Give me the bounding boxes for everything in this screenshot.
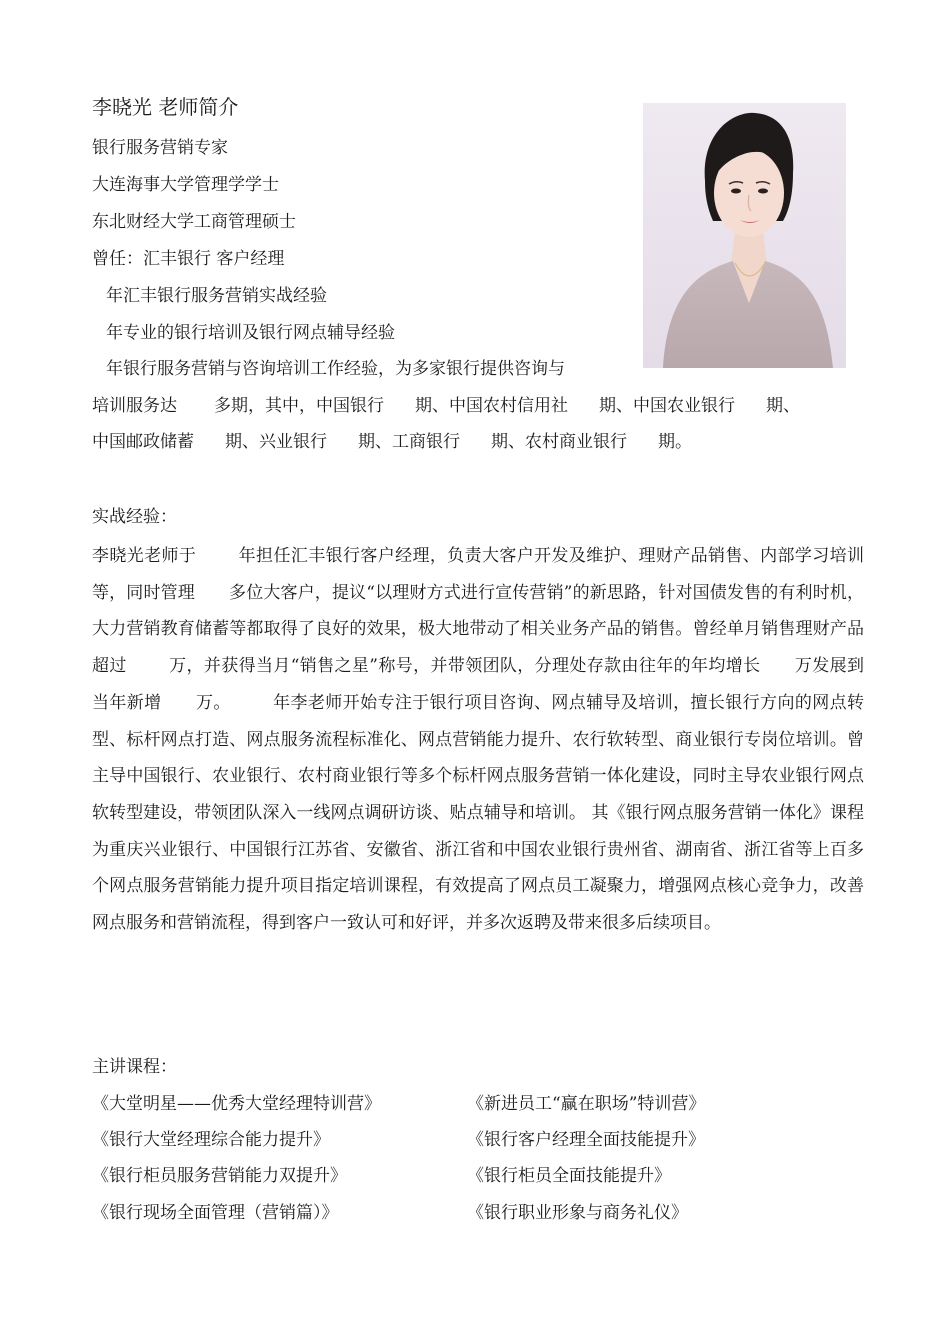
course-item-left: 《大堂明星——优秀大堂经理特训营》: [92, 1094, 381, 1114]
intro-degree-master: 东北财经大学工商管理硕士: [92, 212, 296, 232]
intro-training-stats-line2: [92, 430, 692, 454]
stats-text: 期、兴业银行: [225, 432, 327, 452]
course-item-right: 《银行客户经理全面技能提升》: [467, 1130, 705, 1150]
course-item-left: 《银行大堂经理综合能力提升》: [92, 1130, 330, 1150]
stats-text: 中国邮政储蓄: [92, 432, 194, 452]
stats-text: 多期，其中，中国银行: [214, 396, 384, 416]
experience-text: 万。: [195, 692, 231, 713]
stats-text: 期。: [658, 432, 692, 452]
intro-experience-training: 年专业的银行培训及银行网点辅导经验: [106, 323, 395, 343]
intro-degree-bachelor: 大连海事大学管理学学士: [92, 175, 279, 195]
experience-text: 李晓光老师于: [92, 546, 197, 566]
experience-text: 万发展到当年新增: [92, 656, 865, 713]
experience-text: 万，并获得当月“销售之星”称号，并带领团队，分理处存款由往年的年均增长: [168, 656, 761, 677]
intro-experience-hsbc: 年汇丰银行服务营销实战经验: [106, 286, 327, 306]
experience-text: 多位大客户，提议“以理财方式进行宣传营销”的新思路，针对国债发售的有利时机，大力营销教育储蓄等都取得了良好的效果，极大地带动了相关业务产品的销售。曾经单月销售理财产品超过: [92, 582, 864, 677]
page-title: 李晓光 老师简介: [92, 95, 239, 119]
course-item-right: 《新进员工“赢在职场”特训营》: [467, 1094, 706, 1114]
course-item-right: 《银行柜员全面技能提升》: [467, 1166, 671, 1186]
intro-role: 银行服务营销专家: [92, 138, 228, 158]
stats-text: 期、中国农业银行: [599, 396, 735, 416]
course-item-left: 《银行柜员服务营销能力双提升》: [92, 1166, 347, 1186]
intro-previous-job: 曾任：汇丰银行 客户经理: [92, 249, 285, 269]
stats-text: 期、农村商业银行: [491, 432, 627, 452]
experience-text: 年李老师开始专注于银行项目咨询、网点辅导及培训，擅长银行方向的网点转型、标杆网点打造、网点服务流程标准化、网点营销能力提升、农行软转型、商业银行专岗位培训。曾主导中国银行、农业银行、农村商业银行等多个标杆网点服务营销一体化建设，同时主导农业银行网点软转型建设，带领团队深入一线网点调研访谈、贴点辅导和培训。 其《银行网点服务营销一体化》课程为重庆兴业银行、中国银行江苏省、安徽省、浙江省和中国农业银行贵州省、湖南省、浙江省等上百多个网点服务营销能力提升项目指定培训课程，有效提高了网点员工凝聚力，增强网点核心竞争力，改善网点服务和营销流程，得到客户一致认可和好评，并多次返聘及带来很多后续项目。: [92, 692, 865, 934]
portrait-illustration: [643, 103, 846, 368]
courses-heading: 主讲课程：: [92, 1057, 177, 1077]
experience-text: 年担任汇丰银行客户经理，负责大客户开发及维护、理财产品销售、内部学习培训等，同时管理: [92, 546, 865, 603]
course-item-left: 《银行现场全面管理（营销篇）》: [92, 1203, 339, 1223]
stats-text: 期、中国农村信用社: [415, 396, 568, 416]
stats-text: 期、: [766, 396, 800, 416]
intro-training-stats-line1: [92, 394, 800, 418]
experience-paragraph: [92, 538, 864, 942]
course-item-right: 《银行职业形象与商务礼仪》: [467, 1203, 688, 1223]
experience-heading: 实战经验：: [92, 507, 177, 527]
portrait-photo: [643, 103, 846, 368]
stats-text: 培训服务达: [92, 396, 177, 416]
intro-experience-consulting: 年银行服务营销与咨询培训工作经验，为多家银行提供咨询与: [106, 359, 565, 379]
stats-text: 期、工商银行: [358, 432, 460, 452]
